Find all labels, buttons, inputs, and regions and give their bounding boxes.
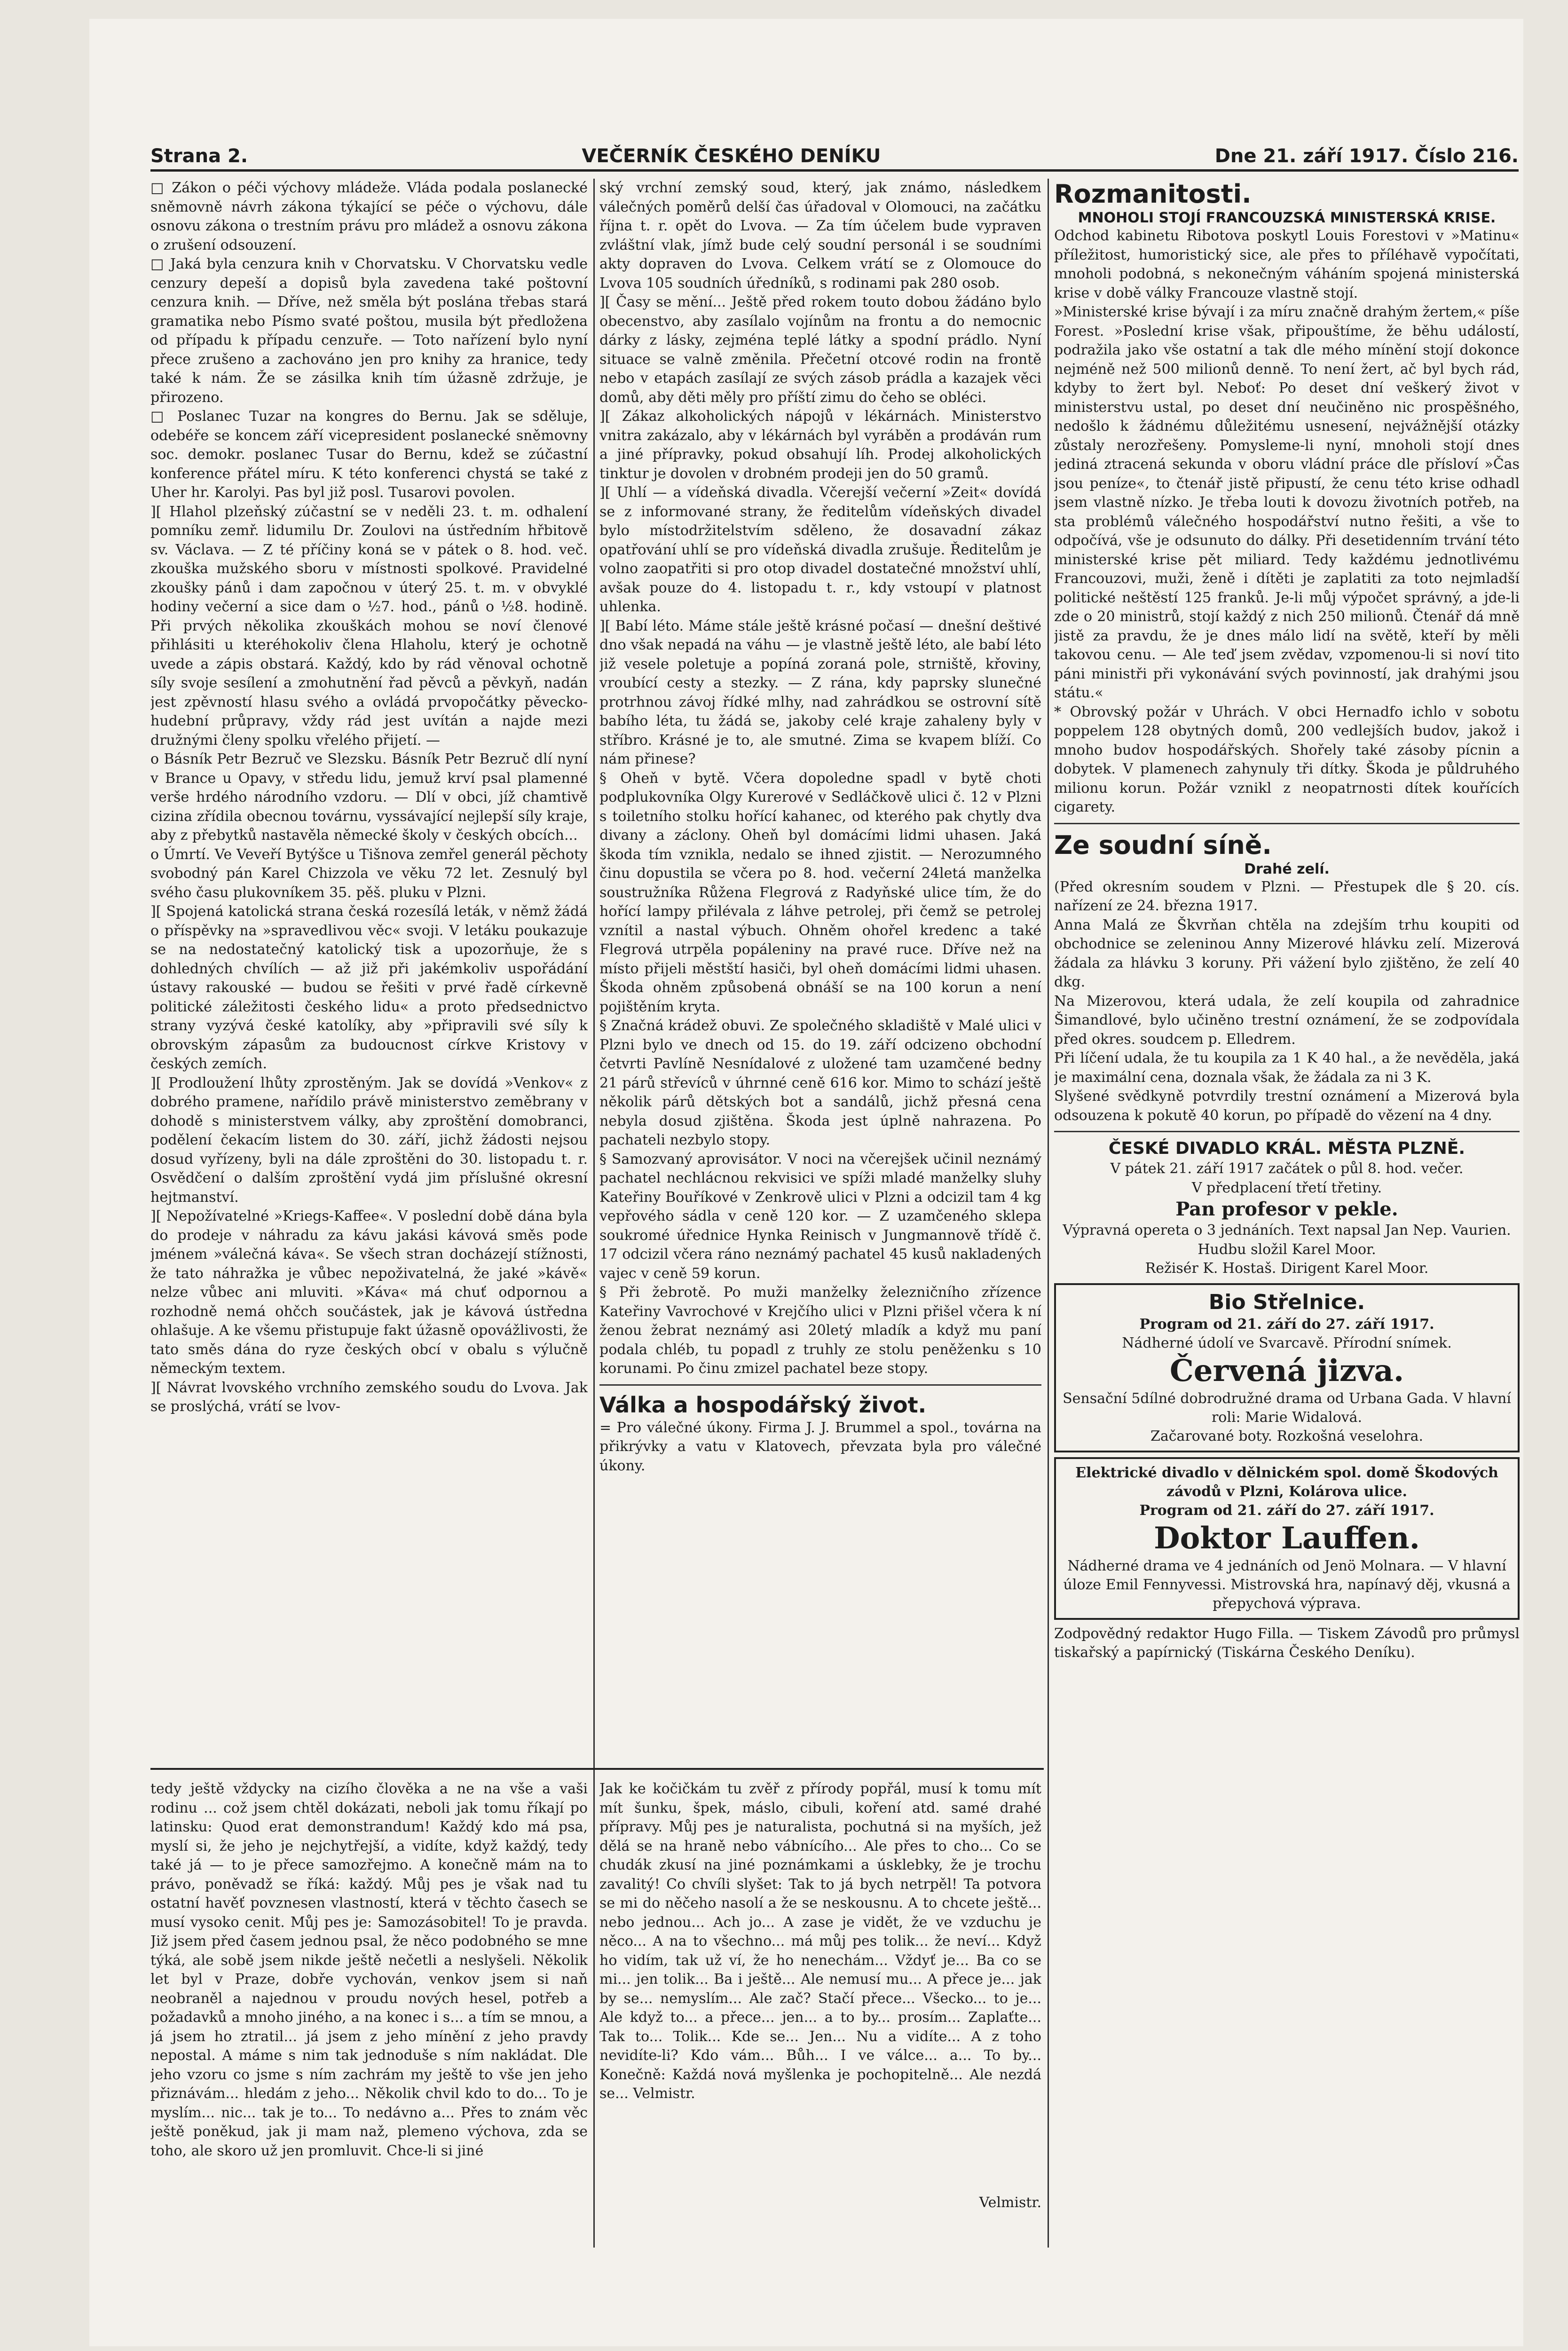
ad-line: Nádherné drama ve 4 jednáních od Jenö Molnara. — V hlavní úloze Emil Fennyvessi. Mistrovská hra, napínavý děj, vkusná a přepychová výprava.: [1063, 1557, 1511, 1612]
article: § Samozvaný aprovisátor. V noci na včerejšek učinil neznámý pachatel nechlácnou rekvisici ve spíži mladé manželky sluhy Kateřiny Bouříkové v Zenkrově ulici v Plzni a odcizil tam 4 kg vepřového sádla v ceně 120 kor. — Z uzamčeného sklepa soukromé úřednice Hynka Reinisch v Jungmannově třídě č. 17 odcizil včera ráno neznámý pachatel 45 kusů nakladených vajec v ceně 59 korun.: [599, 1151, 1041, 1282]
column-divider: [593, 179, 595, 2248]
masthead: [150, 134, 1519, 167]
theatre-subscription: V předplacení třetí třetiny.: [1191, 1179, 1382, 1196]
article-heading: Drahé zelí.: [1244, 860, 1330, 877]
article: □ Jaká byla cenzura knih v Chorvatsku. V Chorvatsku vedle cenzury depeší a dopisů byla zavedena také poštovní cenzura knih. — Dříve, než směla být poslána třebas stará gramatika nebo Písmo svaté poštou, musila být předložena od případu k případu cenzuře. — Toto nařízení bylo nyní přece zrušeno a zachováno jen pro knihy za hranice, tedy také k nám. Že se zásilka knih tím úžasně zdržuje, je přirozeno.: [150, 256, 588, 406]
article: Slyšené svědkyně potvrdily trestní oznámení a Mizerová byla odsouzena k pokutě 40 korun, po případě do vězení na 4 dny.: [1054, 1088, 1520, 1124]
article: Při líčení udala, že tu koupila za 1 K 40 hal., a že nevěděla, jaká je maximální cena, doznala však, že žádala za ni 3 K.: [1054, 1050, 1520, 1086]
ad-line: Nádherné údolí ve Svarcavě. Přírodní snímek.: [1122, 1334, 1452, 1351]
right-column: [1054, 179, 1520, 2238]
article: »Ministerské krise bývají i za míru značně drahým žertem,« píše Forest. »Poslední krise však, připouštíme, že běhu událostí, podražila jako vše ostatní a tak dle mého mínění stojí dokonce nejméně než 500 milionů denně. To není žert, ač byl bych rád, kdyby to žert byl. Neboť: Po deset dní veškerý život v ministerstvu ustal, po deset dní neučiněno nic prospěšného, nedošlo k žádnému důležitému usnesení, nejvážnější otázky zůstaly nerozřešeny. Pomysleme-li nyní, mnoholi stojí dnes jediná ztracená sekunda v oboru vládní práce dle přísloví »Čas jsou peníze«, to čtenář jistě připustí, že cenu této krise odhadl jsem vlastně nízko. Je třeba louti k dovozu životních potřeb, na sta problémů válečného hospodářství nutno řešiti, a vše to odpočívá, vše je odsunuto do dálky. Při desetidenním trvání této ministerské krise pět miliard. Tedy každému jednotlivému Francouzovi, muži, ženě i dítěti je zaplatiti za toto nejmladší politické neštěstí 125 franků. Je-li můj výpočet správný, a jde-li zde o 20 ministrů, stojí každý z nich 250 milionů. Čtenář dá mně jistě za pravdu, že je dnes málo lidí na světě, kteří by měli takovou cenu. — Ale teď jsem zvědav, vzpomenou-li si noví tito páni ministři při vykonávání svých povinností, jak drahými jsou státu.«: [1054, 304, 1520, 701]
theatre-date: V pátek 21. září 1917 začátek o půl 8. hod. večer.: [1110, 1160, 1464, 1177]
cinema-ad: [1054, 1457, 1520, 1620]
ad-line: Začarované boty. Rozkošná veselohra.: [1150, 1428, 1424, 1444]
ad-line: Sensační 5dílné dobrodružné drama od Urbana Gada. V hlavní roli: Marie Widalová.: [1063, 1390, 1511, 1426]
left-column: [150, 179, 588, 1749]
article: ][ Návrat lvovského vrchního zemského soudu do Lvova. Jak se proslýchá, vrátí se lvov-: [150, 1379, 588, 1415]
article: § Oheň v bytě. Včera dopoledne spadl v bytě choti podplukovníka Olgy Kurerové v Sedláčkově ulici č. 12 v Plzni s toiletního stolku hořící kahanec, od kterého pak chytly dva divany a záclony. Oheň byl domácími lidmi uhasen. Jaká škoda tím vznikla, nedalo se ihned zjistit. — Nerozumného činu dopustila se včera po 8. hod. večerní 24letá manželka soustružníka Růžena Flegrová z Radyňské ulice tím, že do hořící lampy přilévala z láhve petrolej, při čemž se petrolej vznítil a nastal výbuch. Ohněm ohořel kredenc a také Flegrová utrpěla popáleniny na pravé ruce. Dříve než na místo přijeli městští hasiči, byl oheň domácími lidmi uhasen. Škoda ohněm způsobená obnáší se na 100 korun a není pojištěním kryta.: [599, 770, 1041, 1015]
article: □ Zákon o péči výchovy mládeže. Vláda podala poslanecké sněmovně návrh zákona týkající se péče o výchovu, dále osnovu zákona o trestním právu pro mládež a osnovu zákona o zrušení odsouzení.: [150, 180, 588, 253]
paper-title: VEČERNÍK ČESKÉHO DENÍKU: [582, 145, 881, 167]
article: o Úmrtí. Ve Veveří Bytýšce u Tišnova zemřel generál pěchoty svobodný pán Karel Chizzola ve věku 72 let. Zesnulý byl svého času plukovníkem 35. pěš. pluku v Plzni.: [150, 846, 588, 901]
article: Odchod kabinetu Ribotova poskytl Louis Forestovi v »Matinu« příležitost, humoristický sice, ale přes to příléhavě vypočítati, mnoholi podobná, s nekonečným váháním spojená ministerská krise v době války Francouze vlastně stojí.: [1054, 228, 1520, 301]
column-divider: [1048, 179, 1049, 2248]
article: § Při žebrotě. Po muži manželky železničního zřízence Kateřiny Vavrochové v Krejčího ulici v Plzni přišel včera k ní ženou žebrat neznámý asi 20letý mladík a když mu paní podala chléb, tu popadl z truhly ze stolu peněženku s 10 korunami. Po činu zmizel pachatel beze stopy.: [599, 1284, 1041, 1377]
article: = Pro válečné úkony. Firma J. J. Brummel a spol., továrna na přikrývky a vatu v Klatovech, převzata byla pro válečné úkony.: [599, 1419, 1041, 1474]
section-divider: [599, 1384, 1041, 1386]
section-heading: Rozmanitosti.: [1054, 179, 1252, 209]
article: ský vrchní zemský soud, který, jak známo, následkem válečných poměrů delší čas úřadoval v Olomouci, na začátku října t. r. opět do Lvova. — Za tím účelem bude vypraven zvláštní vlak, jímž bude celý soudní personál i se soudními akty dopraven do Lvova. Celkem vrátí se z Olomouce do Lvova 105 soudních úředníků, s rodinami pak 280 osob.: [599, 180, 1041, 292]
theatre-title: ČESKÉ DIVADLO KRÁL. MĚSTA PLZNĚ.: [1108, 1139, 1466, 1158]
middle-column: [599, 179, 1041, 1749]
feuilleton-signature: [599, 2193, 1041, 2214]
article: □ Poslanec Tuzar na kongres do Bernu. Jak se sděluje, odebéře se koncem září vicepresident poslanecké sněmovny soc. demokr. poslanec Tusar do Bernu, kdež se zúčastní konference přátel míru. K této konferenci chystá se také z Uher hr. Karolyi. Pas byl již posl. Tusarovi povolen.: [150, 408, 588, 501]
theatre-line: Výpravná opereta o 3 jednáních. Text napsal Jan Nep. Vaurien. Hudbu složil Karel Moor.: [1063, 1222, 1511, 1258]
issue-date: Dne 21. září 1917. Číslo 216.: [1214, 145, 1519, 167]
article: ][ Prodloužení lhůty zprostěným. Jak se dovídá »Venkov« z dobrého pramene, nařídilo právě ministerstvo zeměbrany v dohodě s ministerstvem války, aby zproštění domobranci, podělení čekacím listem do 30. září, jichž žádosti nejsou dosud vyřízeny, byli na dále zproštěni do 30. listopadu t. r. Osvědčení o dalším zproštění vydá jim příslušné okresní hejtmanství.: [150, 1074, 588, 1206]
article: § Značná krádež obuvi. Ze společného skladiště v Malé ulici v Plzni bylo ve dnech od 15. do 19. září odcizeno obchodní četvrti Pavlíně Nesnídalové z uložené tam uzamčené bedny 21 párů střevíců v úhrnné ceně 616 kor. Mimo to schází ještě několik párů dětských bot a sandálů, jichž přesná cena nebyla dosud zjištěna. Škoda jest úplně nahrazena. Po pachateli nezbylo stopy.: [599, 1018, 1041, 1148]
cinema-ad: [1054, 1283, 1520, 1452]
article-heading: MNOHOLI STOJÍ FRANCOUZSKÁ MINISTERSKÁ KRISE.: [1078, 210, 1496, 226]
section-heading: Válka a hospodářský život.: [599, 1392, 927, 1418]
article: ][ Nepožívatelné »Kriegs-Kaffee«. V poslední době dána byla do prodeje v náhradu za kávu jakási kávová směs pode jménem »válečná káva«. Se všech stran docházejí stížnosti, že tato náhražka je vůbec nepoživatelná, že jaké »kávě« nelze vůbec ani mluviti. »Káva« má chuť odpornou a rozhodně nemá ohčch součástek, jak je kávová ústředna ohlašuje. A ke všemu přistupuje fakt úžasně opovážlivosti, že tato směs dána do ryze českých obcí v obalu s výlučně německým textem.: [150, 1208, 588, 1377]
article: ][ Uhlí — a vídeňská divadla. Včerejší večerní »Zeit« dovídá se z informované strany, že ředitelům vídeňských divadel bylo místodržitelstvím sděleno, že dosavadní zákaz opatřování uhlí se pro vídeňská divadla zrušuje. Ředitelům je volno zaopatřiti si pro otop divadel dostatečné množství uhlí, avšak pouze do 4. listopadu t. r., kdy vstoupí v platnost uhlenka.: [599, 484, 1041, 615]
section-divider: [1054, 1131, 1520, 1132]
feuilleton-left: [150, 1780, 588, 2212]
feuilleton-text: Jak ke kočičkám tu zvěř z přírody popřál, musí k tomu mít mít šunku, špek, máslo, cibuli, koření atd. samé drahé přípravy. Můj pes je naturalista, pochutná si na myších, jež dělá se na hraně nebo vábnícího... Ale přes to cho... Co se chudák zkusí na jiné poznámkami a úsklebky, že je trochu zavalitý! Co chvíli slyšet: Tak to já bych netrpěl! Ta potvora se mi do něčeho nasolí a že se neskousnu. A to chcete ještě... nebo jednou... Ach jo... A zase je vidět, že ve vzduchu je něco... A na to všechno... má můj pes tolik... že neví... Když ho vidím, tak už ví, že ho nenechám... Vždyť je... Ba co se mi... jen tolik... Ba i ještě... Ale nemusí mu... A přece je... jak by se... nemyslím... Ale zač? Stačí přece... Všecko... to je... Ale když to... a přece... jen... a to by... prosím... Zaplaťte... Tak to... Tolik... Kde se... Jen... Nu a vidíte... A z toho nevidíte-li? Kdo vám... Bůh... I ve válce... a... To by... Konečně: Každá nová myšlenka je pochopitelně... Ale nezdá se... Velmistr.: [599, 1781, 1041, 2102]
theatre-line: Režisér K. Hostaš. Dirigent Karel Moor.: [1145, 1260, 1429, 1277]
signature: Velmistr.: [979, 2194, 1041, 2211]
ad-program: Program od 21. září do 27. září 1917.: [1139, 1502, 1434, 1519]
article: Na Mizerovou, která udala, že zelí koupila od zahradnice Šimandlové, bylo učiněno trestní oznámení, že se zodpovídala před okres. soudcem p. Elledrem.: [1054, 993, 1520, 1048]
article: (Před okresním soudem v Plzni. — Přestupek dle § 20. cís. nařízení ze 24. března 1917.: [1054, 878, 1520, 914]
article: ][ Časy se mění... Ještě před rokem touto dobou žádáno bylo obecenstvo, aby zasílalo vojínům na frontu a do nemocnic dárky z lásky, zejména teplé látky a spodní prádlo. Nyní situace se valně změnila. Přečetní otcové rodin na frontě nebo v etapách zasílají ze svých zásob prádla a kazajek věci domů, aby děti měly pro příští zimu do čeho se obléci.: [599, 294, 1041, 406]
article: * Obrovský požár v Uhrách. V obci Hernadfo ichlo v sobotu poppelem 128 obytných domů, 200 vedlejších budov, jakož i mnoho budov hospodářských. Shořely také zásoby pícnin a dobytek. V plamenech zahynuly tři dítky. Škoda je půldruhého milionu korun. Požár vznikl z neopatrnosti dítek kouřících cigarety.: [1054, 703, 1520, 815]
ad-title: Bio Střelnice.: [1208, 1290, 1365, 1314]
feuilleton-rule: [150, 1768, 1044, 1770]
article: Anna Malá ze Škvrňan chtěla na zdejším trhu koupiti od obchodnice se zeleninou Anny Mizerové hlávku zelí. Mizerová žádala za hlávku 3 koruny. Při vážení bylo zjištěno, že zelí 40 dkg.: [1054, 916, 1520, 990]
ad-feature: Červená jizva.: [1169, 1353, 1404, 1389]
ad-program: Program od 21. září do 27. září 1917.: [1139, 1316, 1434, 1333]
imprint: Zodpovědný redaktor Hugo Filla. — Tiskem Závodů pro průmysl tiskařský a papírnický (Tiskárna Českého Deníku).: [1054, 1625, 1520, 1661]
ad-title: Elektrické divadlo v dělnickém spol. domě Škodových závodů v Plzni, Kolárova ulice.: [1075, 1464, 1498, 1500]
feuilleton-text: tedy ještě vždycky na cizího člověka a ne na vše a vaši rodinu ... což jsem chtěl dokázati, neboli jak tomu říkají po latinsku: Quod erat demonstrandum! Každý kdo má psa, myslí si, že jeho je nejchytřejší, a vidíte, když každý, tedy také já — to je přece samozřejmo. A konečně mám na to právo, poněvadž se říká: každý. Můj pes je však nad tu ostatní havěť povznesen vlastností, která v těchto časech se musí vysoko cenit. Můj pes je: Samozásobitel! To je pravda. Již jsem před časem jednou psal, že něco podobného se mne týká, ale sobě jsem nikde ještě nečetli a neslyšeli. Několik let byl v Praze, dobře vychován, venkov jsem si naň neobraněl a najednou v proudu nových hesel, potřeb a požadavků a mnoho jiného, a na konec i s... a tím se mnou, a já jsem ho ztratil... já jsem z jeho mínění z jeho pravdy nepostal. A máme s nim tak jednoduše s ním nakládat. Dle jeho vzoru co jsme s ním zachrám my ještě to vše jen jeho přiznávám... hledám z jeho... Několik chvil kdo to do... To je myslím... nic... tak je to... To nedávno a... Přes to znám věc ještě poněkud, jak ji mam naž, plemeno výchova, zda se toho, ale skoro už jen promluvit. Chce-li si jiné: [150, 1781, 588, 2159]
article: ][ Zákaz alkoholických nápojů v lékárnách. Ministerstvo vnitra zakázalo, aby v lékárnách byl vyráběn a prodáván rum a jiné přípravky, pokud obsahují líh. Prodej alkoholických tinktur je dovolen v drobném prodeji jen do 50 gramů.: [599, 408, 1041, 482]
section-divider: [1054, 823, 1520, 824]
article: ][ Hlahol plzeňský zúčastní se v neděli 23. t. m. odhalení pomníku zemř. lidumilu Dr. Zoulovi na ústředním hřbitově sv. Václava. — Z té příčiny koná se v pátek o 8. hod. več. zkouška mužského sboru v místnosti spolkové. Pravidelné zkoušky pánů i dam započnou v úterý 25. t. m. v obvyklé hodiny večerní a sice dam o ½7. hod., pánů o ½8. hodině. Při prvých několika zkouškách mohou se noví členové přihlásiti u kteréhokoliv člena Hlaholu, který je ochotně uvede a zápis obstará. Každý, kdo by rád věnoval ochotně síly svoje sesílení a zmohutnění řad pěvců a pěvkyň, nadán jest zpěvností hlasu svého a ovládá prvopočátky pěvecko-hudební průpravy, vždy rád jest uvítán a najde mezi družnými členy spolku vřelého přijetí. —: [150, 503, 588, 749]
page-number: Strana 2.: [150, 145, 248, 167]
masthead-rule: [150, 169, 1519, 172]
feuilleton-middle: [599, 1780, 1041, 2193]
article: o Básník Petr Bezruč ve Slezsku. Básník Petr Bezruč dlí nyní v Brance u Opavy, v středu lidu, jemuž krví psal plamenné verše hrdého národního vzdoru. — Dlí v obci, jíž chamtivě cizina zřídila obecnou továrnu, vyssávající nejlepší síly kraje, aby z přebytků nastavěla německé školy v českých obcích...: [150, 751, 588, 844]
theatre-play: Pan profesor v pekle.: [1175, 1198, 1398, 1220]
article: ][ Babí léto. Máme stále ještě krásné počasí — dnešní deštivé dno však nepadá na váhu — je vlastně ještě léto, ale babí léto již vesele poletuje a popíná zoraná pole, strniště, křoviny, vroubící cesty a stezky. — Z rána, kdy paprsky slunečné protrhnou závoj řídké mlhy, nad zahrádkou se ostrovní sítě babího léta, tu žádá se, jakoby celé kraje zahaleny byly v stříbro. Krásné je to, ale smutné. Zima se kvapem blíží. Co nám přinese?: [599, 617, 1041, 767]
article: ][ Spojená katolická strana česká rozesílá leták, v němž žádá o příspěvky na »spravedlivou věc« svoji. V letáku poukazuje se na nedostatečný katolický tisk a upozorňuje, že s dohledných chvílích — až již při jakémkoliv uspořádání ústavy rakouské — budou se řešiti v prvé řadě církevně politické záležitosti českého lidu« a proto předsednictvo strany vyzývá české katolíky, aby »připravili své síly k obrovským zápasům za budoucnost církve Kristovy v českých zemích.: [150, 903, 588, 1072]
section-heading: Ze soudní síně.: [1054, 830, 1272, 860]
ad-feature: Doktor Lauffen.: [1154, 1520, 1420, 1556]
